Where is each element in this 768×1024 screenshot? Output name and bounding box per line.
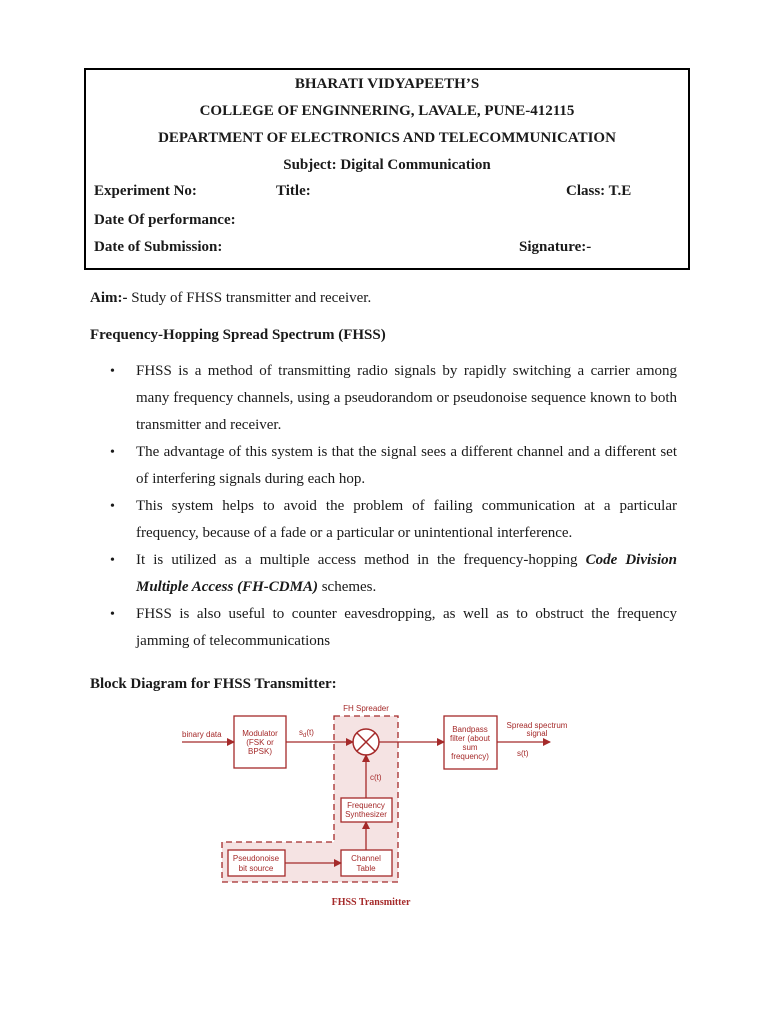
pn-label-1: Pseudonoise bbox=[232, 854, 280, 863]
subject-line: Subject: Digital Communication bbox=[283, 157, 491, 173]
date-performance-label: Date Of performance: bbox=[94, 212, 236, 228]
diagram-heading: Block Diagram for FHSS Transmitter: bbox=[90, 676, 337, 692]
date-submission-label: Date of Submission: bbox=[94, 239, 223, 255]
bullet-text: This system helps to avoid the problem of failing communication at a particular frequency, because of a fade or a particular or unintentional interference. bbox=[136, 498, 677, 541]
modulator-label-1: Modulator bbox=[242, 729, 278, 738]
experiment-no-label: Experiment No: bbox=[94, 183, 197, 199]
class-label: Class: T.E bbox=[566, 183, 632, 199]
bandpass-label-1: Bandpass bbox=[452, 725, 488, 734]
aim-text: Study of FHSS transmitter and receiver. bbox=[127, 290, 372, 306]
sd-label: $s_d(t)$ bbox=[299, 728, 314, 739]
fhss-transmitter-diagram bbox=[170, 700, 590, 915]
ct-label: c(t) bbox=[370, 773, 382, 782]
aim-paragraph bbox=[90, 289, 371, 307]
bullet-dot-icon: • bbox=[110, 445, 115, 460]
section-title: Frequency-Hopping Spread Spectrum (FHSS) bbox=[90, 327, 386, 343]
bullet-dot-icon: • bbox=[110, 499, 115, 514]
bandpass-label-3: sum bbox=[462, 743, 478, 752]
title-label: Title: bbox=[276, 183, 311, 199]
aim-label: Aim:- bbox=[90, 290, 128, 306]
institution-name: BHARATI VIDYAPEETH’S bbox=[294, 76, 480, 92]
bandpass-label-4: frequency) bbox=[451, 752, 489, 761]
fhss-bullet-list bbox=[110, 358, 677, 655]
bullet-text-pre: It is utilized as a multiple access method in the frequency-hopping bbox=[136, 552, 586, 568]
modulator-label-2: (FSK or bbox=[246, 738, 274, 747]
bullet-dot-icon: • bbox=[110, 553, 115, 568]
bullet-item bbox=[110, 439, 677, 493]
st-label: s(t) bbox=[517, 749, 529, 758]
bullet-dot-icon: • bbox=[110, 364, 115, 379]
department-name: DEPARTMENT OF ELECTRONICS AND TELECOMMUNICATION bbox=[158, 130, 616, 146]
signature-label: Signature:- bbox=[519, 239, 592, 255]
college-name: COLLEGE OF ENGINNERING, LAVALE, PUNE-412115 bbox=[199, 103, 575, 119]
bandpass-label-2: filter (about bbox=[449, 734, 491, 743]
bullet-text: FHSS is a method of transmitting radio signals by rapidly switching a carrier among many frequency channels, using a pseudorandom or pseudonoise sequence known to both transmitter and receiver. bbox=[136, 363, 677, 433]
binary-data-label: binary data bbox=[182, 730, 222, 739]
bullet-text: FHSS is also useful to counter eavesdropping, as well as to obstruct the frequency jamming of telecommunications bbox=[136, 606, 677, 649]
bullet-item bbox=[110, 601, 677, 655]
diagram-caption: FHSS Transmitter bbox=[331, 897, 411, 908]
pn-label-2: bit source bbox=[238, 864, 274, 873]
bullet-item bbox=[110, 547, 677, 601]
fh-spreader-label: FH Spreader bbox=[343, 704, 389, 713]
channel-table-label-2: Table bbox=[356, 864, 376, 873]
freq-synth-label-2: Synthesizer bbox=[345, 810, 387, 819]
freq-synth-label-1: Frequency bbox=[347, 801, 385, 810]
spread-spectrum-label-1: Spread spectrum bbox=[506, 721, 568, 730]
header-box bbox=[84, 68, 690, 270]
bullet-item bbox=[110, 358, 677, 439]
channel-table-label-1: Channel bbox=[351, 854, 381, 863]
bullet-text-post: schemes. bbox=[317, 579, 377, 595]
bullet-emphasis: Code Division Multiple Access (FH-CDMA) bbox=[136, 552, 677, 595]
bullet-dot-icon: • bbox=[110, 607, 115, 622]
bullet-item bbox=[110, 493, 677, 547]
spread-spectrum-label-2: signal bbox=[526, 729, 548, 738]
modulator-label-3: BPSK) bbox=[247, 747, 273, 756]
bullet-text: The advantage of this system is that the signal sees a different channel and a different set of interfering signals during each hop. bbox=[136, 444, 677, 487]
